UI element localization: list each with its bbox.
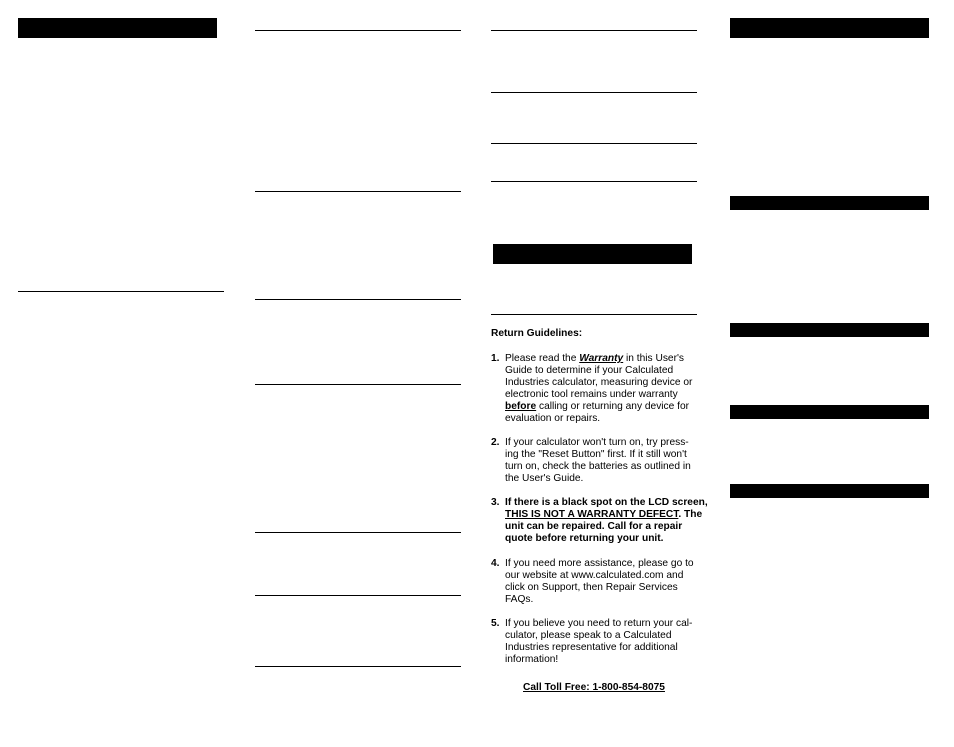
section-divider [255,191,461,192]
section-divider [255,30,461,31]
guideline-line: ing the "Reset Button" first. If it still won't [505,449,687,460]
section-divider [491,92,697,93]
guideline-line: Industries calculator, measuring device or [505,377,693,388]
guideline-number: 5. [491,618,500,629]
guideline-number: 4. [491,558,500,569]
guideline-line: turn on, check the batteries as outlined in [505,461,691,472]
section-divider [18,291,224,292]
section-header-bar [493,244,692,264]
defect-emphasis: THIS IS NOT A WARRANTY DEFECT [505,509,679,520]
return-guidelines-heading: Return Guidelines: [491,328,583,339]
section-divider [491,314,697,315]
guideline-line: unit can be repaired. Call for a repair [505,521,683,532]
guideline-text [505,618,701,666]
guideline-line: FAQs. [505,594,534,605]
section-divider [255,384,461,385]
guideline-line: If you need more assistance, please go to [505,558,694,569]
guideline-line: culator, please speak to a Calculated [505,630,672,641]
guideline-line [505,509,701,521]
before-emphasis: before [505,401,537,412]
guideline-line: information! [505,654,559,665]
guideline-line: our website at www.calculated.com and [505,570,684,581]
text-run: Please read the [505,353,580,364]
guideline-line: If your calculator won't turn on, try press- [505,437,689,448]
section-header-bar [18,18,217,38]
guideline-text [505,437,701,485]
guideline-line: quote before returning your unit. [505,533,664,544]
section-header-bar [730,405,929,419]
guideline-line: the User's Guide. [505,473,584,484]
warranty-emphasis: Warranty [579,353,624,364]
guideline-line [505,353,701,365]
guideline-line: Industries representative for additional [505,642,678,653]
guideline-text [505,497,708,545]
section-divider [255,299,461,300]
guideline-text [505,353,701,425]
guideline-line: If you believe you need to return your cal- [505,618,693,629]
guideline-line [505,401,701,413]
section-divider [491,143,697,144]
section-header-bar [730,323,929,337]
section-divider [255,666,461,667]
text-run: in this User's [623,353,685,364]
section-divider [491,30,697,31]
section-header-bar [730,196,929,210]
section-header-bar [730,484,929,498]
guideline-line: electronic tool remains under warranty [505,389,678,400]
section-divider [491,181,697,182]
guideline-line: Guide to determine if your Calculated [505,365,674,376]
guideline-text [505,558,701,606]
guideline-number: 1. [491,353,500,364]
guideline-line: evaluation or repairs. [505,413,601,424]
section-header-bar [730,18,929,38]
toll-free-phone[interactable]: Call Toll Free: 1-800-854-8075 [523,682,665,693]
guideline-number: 2. [491,437,500,448]
text-run: . The [678,509,703,520]
guideline-line: If there is a black spot on the LCD screen, [505,497,708,508]
section-divider [255,532,461,533]
section-divider [255,595,461,596]
guideline-line: click on Support, then Repair Services [505,582,678,593]
text-run: calling or returning any device for [536,401,690,412]
guideline-number: 3. [491,497,500,508]
